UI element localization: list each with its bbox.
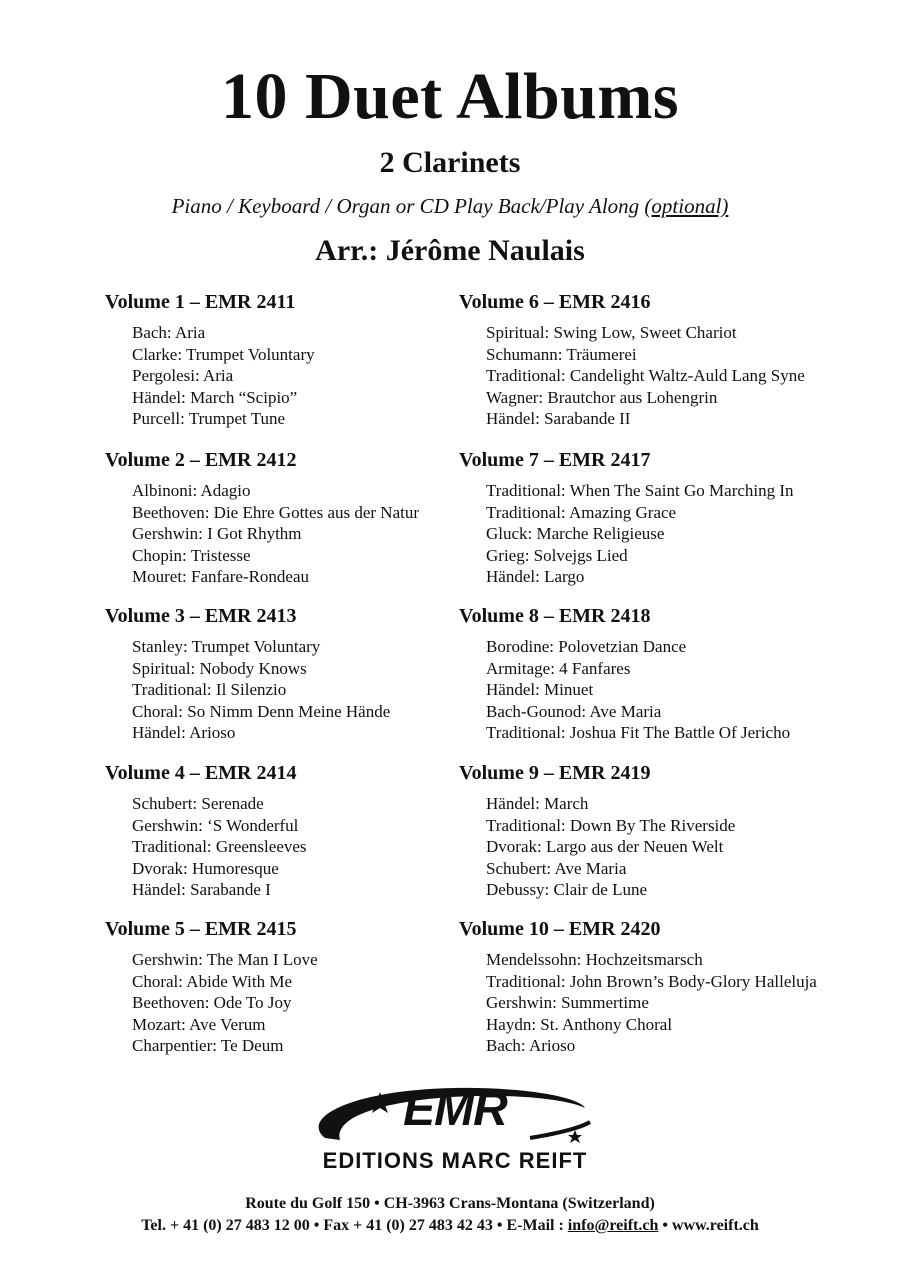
volume-10	[459, 918, 859, 1057]
volume-7	[459, 449, 859, 588]
volume-heading: Volume 3 – EMR 2413	[105, 605, 297, 627]
accompaniment-text: Piano / Keyboard / Organ or CD Play Back/Play Along	[171, 194, 645, 218]
volume-item: Traditional: Down By The Riverside	[486, 815, 736, 835]
volume-item: Händel: Arioso	[132, 723, 236, 743]
publisher-contact	[0, 1218, 900, 1234]
volume-item: Bach: Arioso	[486, 1036, 576, 1056]
volume-2	[105, 449, 485, 588]
volume-heading: Volume 6 – EMR 2416	[459, 291, 651, 313]
volume-item: Dvorak: Humoresque	[132, 858, 279, 878]
volume-item: Spiritual: Swing Low, Sweet Chariot	[486, 323, 737, 342]
publisher-logo	[230, 1078, 680, 1178]
volume-item: Händel: Sarabande I	[132, 880, 271, 900]
volume-item: Schubert: Ave Maria	[486, 858, 627, 878]
volume-item: Händel: Minuet	[486, 680, 594, 700]
volume-4	[105, 762, 485, 901]
volume-6	[459, 291, 859, 430]
volume-item: Händel: Sarabande II	[486, 409, 631, 429]
volume-item: Choral: So Nimm Denn Meine Hände	[132, 701, 391, 721]
volume-item: Debussy: Clair de Lune	[486, 880, 647, 900]
volume-item: Gershwin: Summertime	[486, 993, 649, 1013]
volume-item: Traditional: Greensleeves	[132, 837, 307, 857]
arranger: Arr.: Jérôme Naulais	[315, 234, 585, 267]
volume-1	[105, 291, 485, 430]
volume-heading: Volume 5 – EMR 2415	[105, 918, 297, 940]
volume-item: Gluck: Marche Religieuse	[486, 524, 665, 544]
volume-item: Mouret: Fanfare-Rondeau	[132, 567, 310, 587]
volume-item: Haydn: St. Anthony Choral	[486, 1014, 673, 1034]
volume-item: Schumann: Träumerei	[486, 344, 637, 364]
volume-item: Bach: Aria	[132, 323, 206, 342]
volume-item: Gershwin: The Man I Love	[132, 950, 318, 969]
volume-item: Charpentier: Te Deum	[132, 1036, 284, 1056]
volume-item: Purcell: Trumpet Tune	[132, 409, 286, 429]
volume-item: Mendelssohn: Hochzeitsmarsch	[486, 950, 703, 969]
logo-publisher-name: EDITIONS MARC REIFT	[322, 1148, 588, 1173]
volume-item: Traditional: Joshua Fit The Battle Of Jericho	[486, 723, 791, 743]
volume-item: Grieg: Solvejgs Lied	[486, 545, 628, 565]
volume-item: Traditional: Amazing Grace	[486, 502, 677, 522]
volume-item: Händel: March “Scipio”	[132, 387, 298, 407]
volume-item: Clarke: Trumpet Voluntary	[132, 344, 315, 364]
volume-item: Traditional: Candelight Waltz-Auld Lang Syne	[486, 366, 805, 386]
optional-note: (optional)	[644, 194, 729, 218]
volume-item: Armitage: 4 Fanfares	[486, 658, 631, 678]
volume-item: Pergolesi: Aria	[132, 366, 234, 386]
volume-item: Beethoven: Ode To Joy	[132, 993, 292, 1013]
logo-mark: EMR	[403, 1083, 507, 1136]
accompaniment-line	[0, 196, 900, 217]
volume-3	[105, 605, 485, 744]
volume-item: Gershwin: ‘S Wonderful	[132, 815, 299, 835]
instrumentation-subtitle: 2 Clarinets	[379, 146, 521, 179]
volume-item: Händel: March	[486, 794, 589, 813]
volume-item: Spiritual: Nobody Knows	[132, 658, 307, 678]
publisher-address: Route du Golf 150 • CH-3963 Crans-Montana (Switzerland)	[245, 1195, 655, 1212]
volume-item: Chopin: Tristesse	[132, 545, 251, 565]
volume-9	[459, 762, 859, 901]
volume-heading: Volume 8 – EMR 2418	[459, 605, 651, 627]
volume-8	[459, 605, 859, 744]
page-title: 10 Duet Albums	[220, 60, 680, 133]
volume-item: Gershwin: I Got Rhythm	[132, 524, 302, 544]
volume-heading: Volume 7 – EMR 2417	[459, 449, 651, 471]
volume-item: Choral: Abide With Me	[132, 971, 293, 991]
volume-item: Traditional: When The Saint Go Marching In	[486, 481, 794, 500]
volume-heading: Volume 4 – EMR 2414	[105, 762, 297, 784]
volume-item: Traditional: John Brown’s Body-Glory Halleluja	[486, 971, 817, 991]
volume-heading: Volume 10 – EMR 2420	[459, 918, 661, 940]
volume-item: Borodine: Polovetzian Dance	[486, 637, 687, 656]
website-link[interactable]: • www.reift.ch	[658, 1217, 759, 1234]
volume-heading: Volume 2 – EMR 2412	[105, 449, 297, 471]
volume-heading: Volume 1 – EMR 2411	[105, 291, 296, 313]
volume-item: Bach-Gounod: Ave Maria	[486, 701, 662, 721]
volume-item: Stanley: Trumpet Voluntary	[132, 637, 321, 656]
volume-item: Mozart: Ave Verum	[132, 1014, 266, 1034]
volume-item: Wagner: Brautchor aus Lohengrin	[486, 387, 718, 407]
contact-phone-fax: Tel. + 41 (0) 27 483 12 00 • Fax + 41 (0) 27 483 42 43 • E-Mail :	[141, 1217, 568, 1234]
volume-item: Traditional: Il Silenzio	[132, 680, 287, 700]
email-link[interactable]: info@reift.ch	[567, 1217, 659, 1234]
volume-item: Händel: Largo	[486, 567, 585, 587]
volume-heading: Volume 9 – EMR 2419	[459, 762, 651, 784]
volume-item: Beethoven: Die Ehre Gottes aus der Natur	[132, 502, 420, 522]
volume-item: Schubert: Serenade	[132, 794, 264, 813]
volume-item: Dvorak: Largo aus der Neuen Welt	[486, 837, 724, 857]
volume-5	[105, 918, 485, 1057]
volume-item: Albinoni: Adagio	[132, 481, 251, 500]
